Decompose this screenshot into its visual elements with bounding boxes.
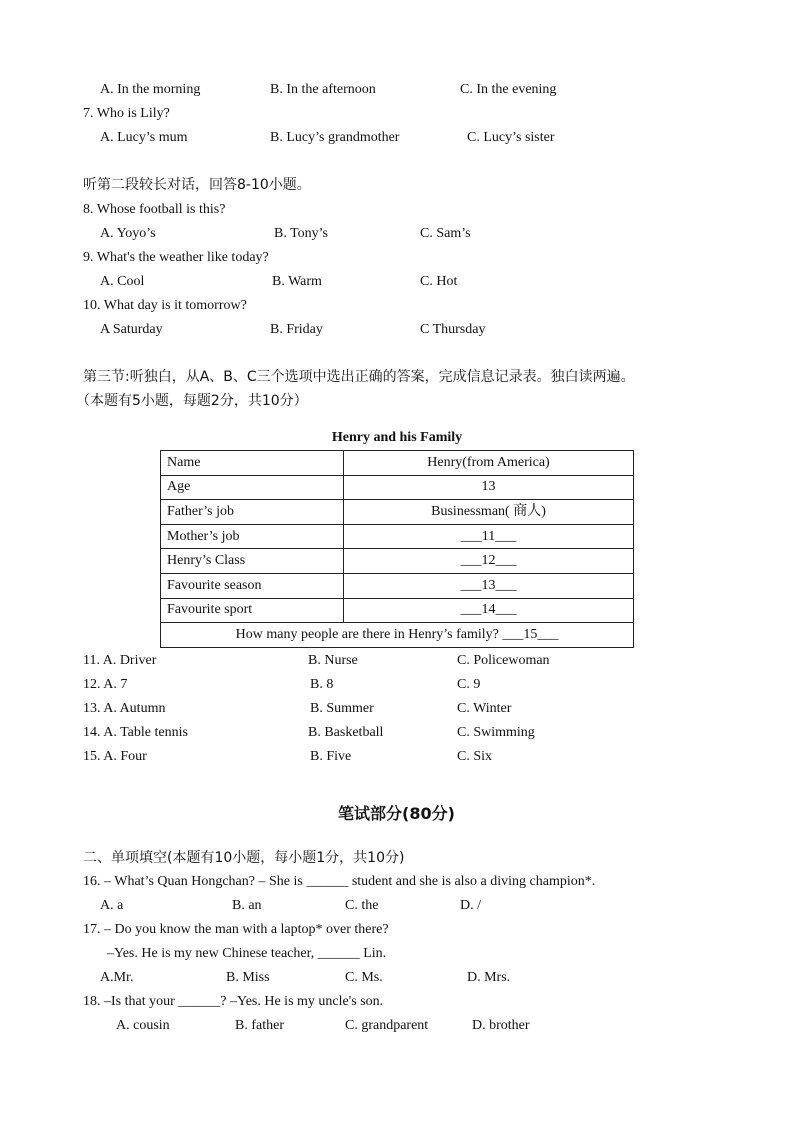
q14-option-a: 14. A. Table tennis	[83, 725, 188, 740]
q14-option-c: C. Swimming	[457, 725, 535, 740]
q17-option-c: C. Ms.	[345, 970, 383, 985]
q6-option-a: A. In the morning	[100, 82, 201, 97]
table-key-cell: Name	[161, 451, 344, 476]
q8-option-a: A. Yoyo’s	[100, 226, 156, 241]
table-row	[161, 598, 634, 623]
table-value-cell: ___11___	[344, 524, 634, 549]
table-row	[161, 500, 634, 525]
q9-option-c: C. Hot	[420, 274, 458, 289]
q17-stem-reply: –Yes. He is my new Chinese teacher, ______ Lin.	[107, 946, 387, 961]
table-value-cell: Businessman( 商人)	[344, 500, 634, 525]
q10-option-c: C Thursday	[420, 322, 486, 337]
q10-stem: 10. What day is it tomorrow?	[83, 298, 247, 313]
q17-stem: 17. – Do you know the man with a laptop* over there?	[83, 922, 389, 937]
q9-option-b: B. Warm	[272, 274, 322, 289]
q10-option-b: B. Friday	[270, 322, 323, 337]
table-value-cell: ___13___	[344, 573, 634, 598]
q6-option-b: B. In the afternoon	[270, 82, 376, 97]
q12-option-c: C. 9	[457, 677, 481, 692]
q12-option-b: B. 8	[310, 677, 334, 692]
part2-instruction: 听第二段较长对话，回答8-10小题。	[83, 177, 311, 193]
section2-title: 二、单项填空(本题有10小题，每小题1分，共10分)	[83, 850, 405, 866]
q8-stem: 8. Whose football is this?	[83, 202, 226, 217]
table-key-cell: Father’s job	[161, 500, 344, 525]
table-value-cell: 13	[344, 475, 634, 500]
q16-option-c: C. the	[345, 898, 379, 913]
q6-option-c: C. In the evening	[460, 82, 557, 97]
table-value-cell: ___14___	[344, 598, 634, 623]
q18-option-c: C. grandparent	[345, 1018, 429, 1033]
q15-option-a: 15. A. Four	[83, 749, 147, 764]
henry-family-table	[160, 450, 634, 648]
q7-stem: 7. Who is Lily?	[83, 106, 170, 121]
table-key-cell: Favourite season	[161, 573, 344, 598]
q8-option-b: B. Tony’s	[274, 226, 328, 241]
q17-option-a: A.Mr.	[100, 970, 134, 985]
part3-instruction-line1: 第三节:听独白，从A、B、C三个选项中选出正确的答案，完成信息记录表。独白读两遍。	[83, 369, 635, 385]
q11-option-c: C. Policewoman	[457, 653, 550, 668]
table-footer-cell: How many people are there in Henry’s family? ___15___	[161, 623, 634, 648]
table-row	[161, 573, 634, 598]
q17-option-d: D. Mrs.	[467, 970, 511, 985]
q10-option-a: A Saturday	[100, 322, 163, 337]
table-key-cell: Mother’s job	[161, 524, 344, 549]
table-key-cell: Favourite sport	[161, 598, 344, 623]
q18-option-a: A. cousin	[116, 1018, 170, 1033]
table-value-cell: ___12___	[344, 549, 634, 574]
q15-option-b: B. Five	[310, 749, 352, 764]
table-row	[161, 451, 634, 476]
q16-option-a: A. a	[100, 898, 124, 913]
q8-option-c: C. Sam’s	[420, 226, 471, 241]
q13-option-b: B. Summer	[310, 701, 374, 716]
q7-option-b: B. Lucy’s grandmother	[270, 130, 400, 145]
q16-stem: 16. – What’s Quan Hongchan? – She is ______ student and she is also a diving champion*.	[83, 874, 596, 889]
part3-instruction-line2: （本题有5小题，每题2分，共10分）	[76, 393, 308, 409]
table-row	[161, 524, 634, 549]
q14-option-b: B. Basketball	[308, 725, 384, 740]
table-row	[161, 475, 634, 500]
q18-option-b: B. father	[235, 1018, 284, 1033]
q9-option-a: A. Cool	[100, 274, 145, 289]
table-row	[161, 549, 634, 574]
q17-option-b: B. Miss	[226, 970, 270, 985]
table-title: Henry and his Family	[331, 430, 463, 445]
q11-option-b: B. Nurse	[308, 653, 358, 668]
q9-stem: 9. What's the weather like today?	[83, 250, 269, 265]
q18-option-d: D. brother	[472, 1018, 530, 1033]
q12-option-a: 12. A. 7	[83, 677, 128, 692]
q16-option-d: D. /	[460, 898, 481, 913]
q7-option-c: C. Lucy’s sister	[467, 130, 555, 145]
q13-option-c: C. Winter	[457, 701, 512, 716]
q13-option-a: 13. A. Autumn	[83, 701, 166, 716]
table-value-cell: Henry(from America)	[344, 451, 634, 476]
table-footer-row	[161, 623, 634, 648]
q11-option-a: 11. A. Driver	[83, 653, 157, 668]
table-key-cell: Age	[161, 475, 344, 500]
table-key-cell: Henry’s Class	[161, 549, 344, 574]
written-section-title: 笔试部分(80分)	[338, 804, 455, 823]
q7-option-a: A. Lucy’s mum	[100, 130, 188, 145]
q16-option-b: B. an	[232, 898, 262, 913]
q15-option-c: C. Six	[457, 749, 493, 764]
q18-stem: 18. –Is that your ______? –Yes. He is my uncle's son.	[83, 994, 384, 1009]
